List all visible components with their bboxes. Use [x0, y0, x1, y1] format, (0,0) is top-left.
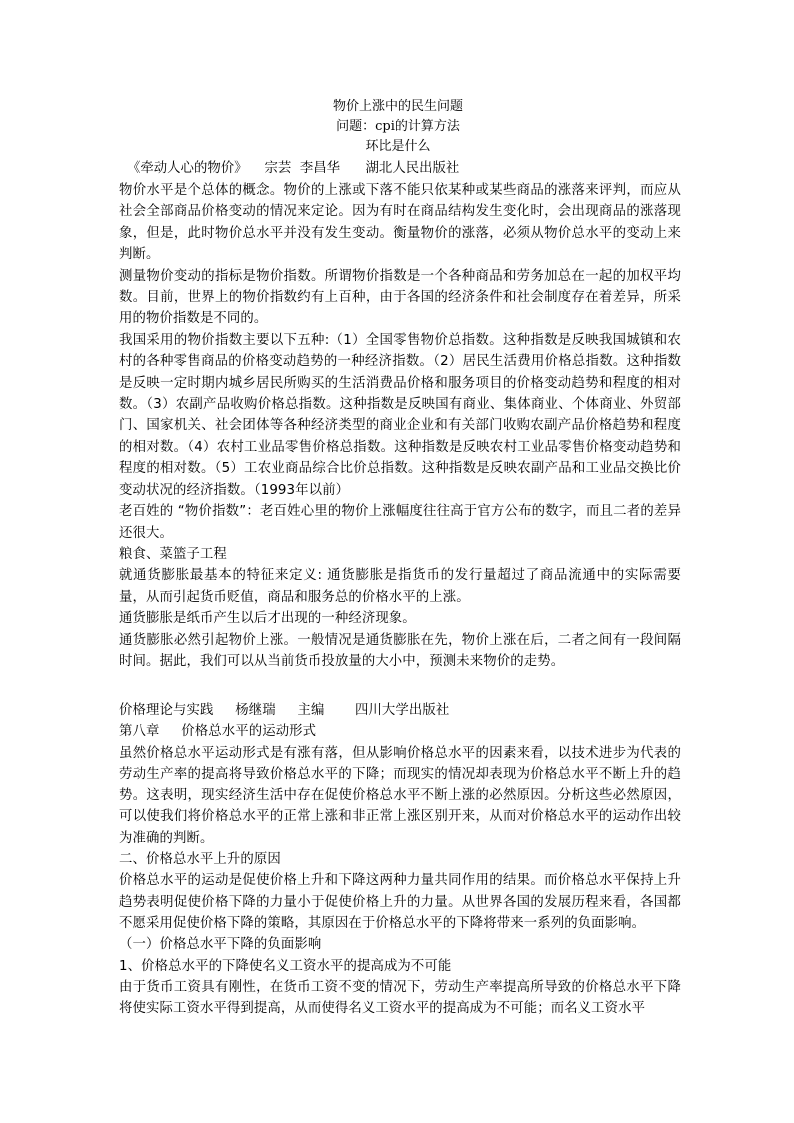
item-heading: 1、价格总水平的下降使名义工资水平的提高成为不可能 — [119, 958, 452, 974]
paragraph: 我国采用的物价指数主要以下五种:（1）全国零售物价总指数。这种指数是反映我国城镇和农村的各种零售商品的价格变动趋势的一种经济指数。（2）居民生活费用价格总指数。这种指数是反映一定时期内城乡居民所购买的生活消费品价格和服务项目的价格变动趋势和程度的相对数。（3）农副产品收购价格总指数。这种指数是反映国有商业、集体商业、个体商业、外贸部门、国家机关、社会团体等各种经济类型的商业企业和有关部门收购农副产品价格趋势和程度的相对数。（4）农村工业品零售价格总指数。这种指数是反映农村工业品零售价格变动趋势和程度的相对数。（5）工农业商品综合比价总指数。这种指数是反映农副产品和工业品交换比价变动状况的经济指数。（1993年以前） — [119, 332, 681, 498]
source-citation-1: 《牵动人心的物价》 宗芸 李昌华 湖北人民出版社 — [127, 161, 460, 176]
paragraph: 就通货膨胀最基本的特征来定义: 通货膨胀是指货币的发行量超过了商品流通中的实际需要量，从而引起货币贬值，商品和服务总的价格水平的上涨。 — [119, 568, 681, 605]
section-2-body — [119, 700, 681, 1019]
paragraph: 粮食、菜篮子工程 — [119, 546, 227, 562]
paragraph: 价格总水平的运动是促使价格上升和下降这两种力量共同作用的结果。而价格总水平保持上升趋势表明促使价格下降的力量小于促使价格上升的力量。从世界各国的发展历程来看，各国都不愿采用促使价格下降的策略，其原因在于价格总水平的下降将带来一系列的负面影响。 — [119, 873, 681, 931]
paragraph: 物价水平是个总体的概念。物价的上涨或下落不能只依某种或某些商品的涨落来评判，而应从社会全部商品价格变动的情况来定论。因为有时在商品结构发生变化时，会出现商品的涨落现象，但是，此时物价总水平并没有发生变动。衡量物价的涨落，必须从物价总水平的变动上来判断。 — [119, 183, 681, 263]
paragraph: 通货膨胀必然引起物价上涨。一般情况是通货膨胀在先，物价上涨在后，二者之间有一段间隔时间。据此，我们可以从当前货币投放量的大小中，预测未来物价的走势。 — [119, 632, 681, 669]
section-1-body — [119, 180, 681, 672]
section-heading: 二、价格总水平上升的原因 — [119, 852, 281, 868]
paragraph: 虽然价格总水平运动形式是有涨有落，但从影响价格总水平的因素来看，以技术进步为代表的劳动生产率的提高将导致价格总水平的下降；而现实的情况却表现为价格总水平不断上升的趋势。这表明，现实经济生活中存在促使价格总水平不断上涨的必然原因。分析这些必然原因，可以使我们将价格总水平的正常上涨和非正常上涨区别开来，从而对价格总水平的运动作出较为准确的判断。 — [119, 745, 681, 846]
paragraph: 由于货币工资具有刚性，在货币工资不变的情况下，劳动生产率提高所导致的价格总水平下降将使实际工资水平得到提高，从而使得名义工资水平的提高成为不可能；而名义工资水平 — [119, 979, 681, 1017]
paragraph: 老百姓的 “物价指数”：老百姓心里的物价上涨幅度往往高于官方公布的数字，而且二者的差异还很大。 — [119, 504, 681, 541]
subsection-heading: （一）价格总水平下降的负面影响 — [119, 937, 322, 953]
question-line: 问题：cpi的计算方法 — [336, 119, 460, 134]
document-title: 物价上涨中的民生问题 — [332, 99, 463, 114]
chapter-heading: 第八章 价格总水平的运动形式 — [119, 724, 317, 740]
paragraph: 测量物价变动的指标是物价指数。所谓物价指数是一个各种商品和劳务加总在一起的加权平均数。目前，世界上的物价指数约有上百种，由于各国的经济条件和社会制度存在着差异，所采用的物价指数是不同的。 — [119, 268, 681, 327]
title-block — [0, 97, 794, 157]
paragraph: 通货膨胀是纸币产生以后才出现的一种经济现象。 — [119, 611, 416, 627]
subtitle-line: 环比是什么 — [365, 139, 431, 154]
source-citation-2: 价格理论与实践 杨继瑞 主编 四川大学出版社 — [119, 703, 450, 718]
